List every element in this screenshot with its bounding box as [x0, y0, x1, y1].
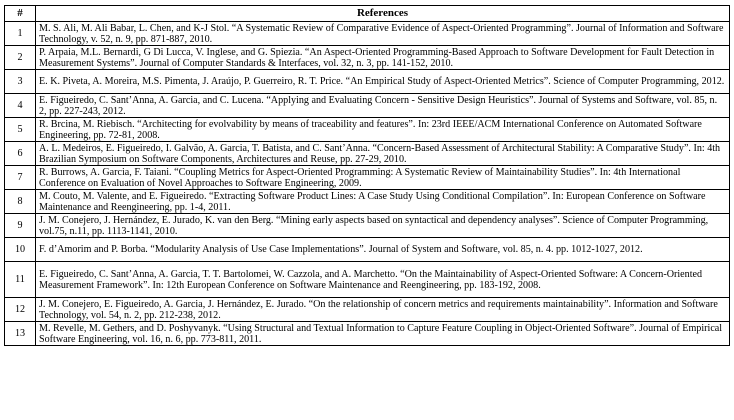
- table-row: [5, 262, 730, 298]
- reference-text: R. Brcina, M. Riebisch. “Architecting for evolvability by means of traceability and features”. In: 23rd IEEE/ACM International Conference on Automated Software Engineering, pp. 72-81, 2008.: [36, 118, 730, 142]
- reference-text: J. M. Conejero, E. Figueiredo, A. Garcia, J. Hernández, E. Jurado. “On the relationship of concern metrics and requirements maintainability”. Information and Software Technology, vol. 54, n. 2, pp. 212-238, 2012.: [36, 298, 730, 322]
- reference-text: M. Revelle, M. Gethers, and D. Poshyvanyk. “Using Structural and Textual Information to Capture Feature Coupling in Object-Oriented Software”. Journal of Empirical Software Engineering, vol. 16, n. 6, pp. 773-811, 2011.: [36, 322, 730, 346]
- reference-number: 13: [5, 322, 36, 346]
- reference-text: R. Burrows, A. Garcia, F. Taiani. “Coupling Metrics for Aspect-Oriented Programming: A Systematic Review of Maintainability Studies”. In: 4th International Conference on Evaluation of Novel Approaches to Software Engineering, 2009.: [36, 166, 730, 190]
- reference-number: 5: [5, 118, 36, 142]
- table-row: [5, 214, 730, 238]
- column-header-number: #: [5, 6, 36, 22]
- table-row: [5, 190, 730, 214]
- table-row: [5, 94, 730, 118]
- reference-number: 7: [5, 166, 36, 190]
- table-row: [5, 22, 730, 46]
- reference-text: M. Couto, M. Valente, and E. Figueiredo. “Extracting Software Product Lines: A Case Study Using Conditional Compilation”. In: European Conference on Software Maintenance and Reengineering, pp. 1-4, 2011.: [36, 190, 730, 214]
- reference-text: J. M. Conejero, J. Hernández, E. Jurado, K. van den Berg. “Mining early aspects based on syntactical and dependency analyses”. Science of Computer Programming, vol.75, n.11, pp. 1113-1141, 2010.: [36, 214, 730, 238]
- reference-text: A. L. Medeiros, E. Figueiredo, I. Galvão, A. Garcia, T. Batista, and C. Sant’Anna. “Concern-Based Assessment of Architectural Stability: A Comparative Study”. In: 4th Brazilian Symposium on Software Components, Architectures and Reuse, pp. 27-29, 2010.: [36, 142, 730, 166]
- reference-number: 12: [5, 298, 36, 322]
- table-row: [5, 46, 730, 70]
- references-table: [4, 5, 730, 346]
- table-row: [5, 70, 730, 94]
- reference-number: 3: [5, 70, 36, 94]
- reference-number: 6: [5, 142, 36, 166]
- reference-text: F. d’Amorim and P. Borba. “Modularity Analysis of Use Case Implementations”. Journal of System and Software, vol. 85, n. 4. pp. 1012-1027, 2012.: [36, 238, 730, 262]
- table-body: [5, 22, 730, 346]
- table-row: [5, 238, 730, 262]
- table-row: [5, 118, 730, 142]
- reference-number: 4: [5, 94, 36, 118]
- reference-text: P. Arpaia, M.L. Bernardi, G Di Lucca, V. Inglese, and G. Spiezia. “An Aspect-Oriented Programming-Based Approach to Software Development for Fault Detection in Measurement Systems”. Journal of Computer Standards & Interfaces, vol. 32, n. 3, pp. 141-152, 2010.: [36, 46, 730, 70]
- reference-text: E. K. Piveta, A. Moreira, M.S. Pimenta, J. Araújo, P. Guerreiro, R. T. Price. “An Empirical Study of Aspect-Oriented Metrics”. Science of Computer Programming, 2012.: [36, 70, 730, 94]
- reference-text: E. Figueiredo, C. Sant’Anna, A. Garcia, T. T. Bartolomei, W. Cazzola, and A. Marchetto. “On the Maintainability of Aspect-Oriented Software: A Concern-Oriented Measurement Framework”. In: 12th European Conference on Software Maintenance and Reengineering, pp. 183-192, 2008.: [36, 262, 730, 298]
- table-row: [5, 166, 730, 190]
- reference-number: 2: [5, 46, 36, 70]
- reference-number: 8: [5, 190, 36, 214]
- table-row: [5, 322, 730, 346]
- header-row: [5, 6, 730, 22]
- reference-number: 10: [5, 238, 36, 262]
- column-header-references: References: [36, 6, 730, 22]
- reference-text: M. S. Ali, M. Ali Babar, L. Chen, and K-J Stol. “A Systematic Review of Comparative Evidence of Aspect-Oriented Programming”. Journal of Information and Software Technology, v. 52, n. 9, pp. 871-887, 2010.: [36, 22, 730, 46]
- table-row: [5, 142, 730, 166]
- reference-text: E. Figueiredo, C. Sant’Anna, A. Garcia, and C. Lucena. “Applying and Evaluating Concern - Sensitive Design Heuristics”. Journal of Systems and Software, vol. 85, n. 2, pp. 227-243, 2012.: [36, 94, 730, 118]
- reference-number: 9: [5, 214, 36, 238]
- reference-number: 11: [5, 262, 36, 298]
- reference-number: 1: [5, 22, 36, 46]
- table-row: [5, 298, 730, 322]
- table-head: [5, 6, 730, 22]
